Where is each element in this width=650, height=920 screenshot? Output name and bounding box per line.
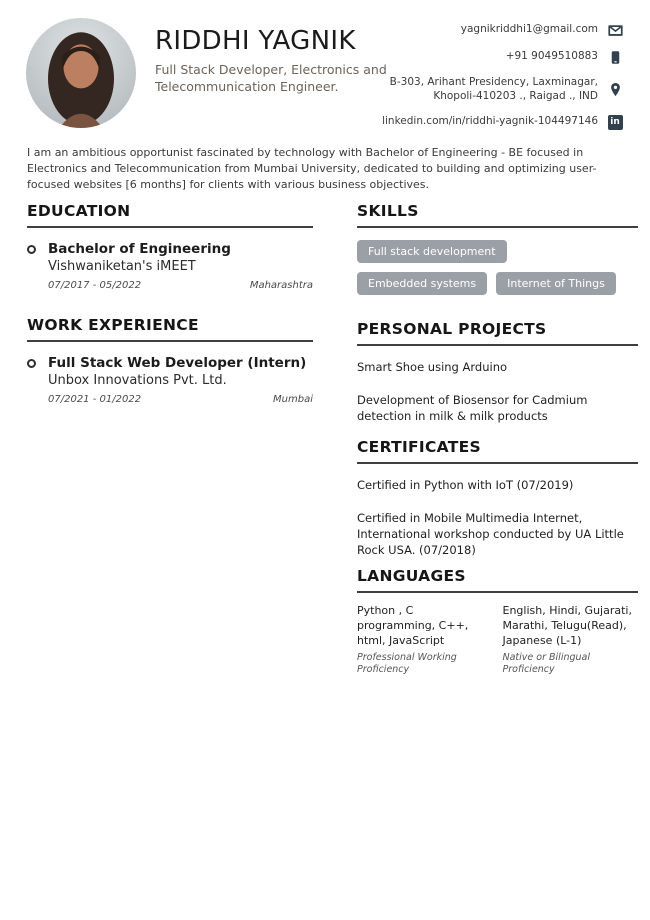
skill-tag: Embedded systems	[357, 272, 487, 295]
contact-linkedin-row[interactable]	[382, 114, 623, 130]
language-group	[357, 604, 493, 676]
education-dates: 07/2017 - 05/2022	[48, 280, 142, 291]
skills-section	[357, 202, 638, 295]
certificate-item: Certified in Python with IoT (07/2019)	[357, 478, 574, 492]
education-meta	[48, 280, 313, 291]
work-dates: 07/2021 - 01/2022	[48, 394, 142, 405]
profile-photo-placeholder	[26, 18, 136, 128]
skill-tag: Full stack development	[357, 240, 507, 263]
languages-heading: LANGUAGES	[357, 567, 638, 593]
skill-tags	[357, 240, 638, 295]
education-heading: EDUCATION	[27, 202, 313, 228]
project-item: Development of Biosensor for Cadmium detection in milk & milk products	[357, 393, 588, 424]
work-location: Mumbai	[273, 394, 313, 405]
address-line2: Khopoli-410203 ., Raigad ., IND	[433, 89, 598, 102]
candidate-title: Full Stack Developer, Electronics and Telecommunication Engineer.	[155, 62, 387, 94]
certificates-section	[357, 438, 638, 558]
profile-photo	[26, 18, 136, 128]
email-icon	[607, 22, 623, 38]
work-heading: WORK EXPERIENCE	[27, 316, 313, 342]
contact-block	[382, 22, 623, 130]
contact-phone-row	[506, 49, 623, 65]
certificate-item: Certified in Mobile Multimedia Internet, International workshop conducted by UA Little Rock USA. (07/2018)	[357, 511, 624, 558]
phone-icon	[607, 49, 623, 65]
email-text[interactable]: yagnikriddhi1@gmail.com	[460, 23, 598, 36]
skills-heading: SKILLS	[357, 202, 638, 228]
job-title: Full Stack Web Developer (Intern)	[48, 355, 307, 371]
candidate-name: RIDDHI YAGNIK	[155, 26, 356, 56]
projects-section	[357, 320, 638, 424]
language-group	[503, 604, 639, 676]
contact-address-row	[390, 76, 623, 103]
work-meta	[48, 394, 313, 405]
education-section	[27, 202, 313, 291]
language-level: Professional Working Proficiency	[357, 651, 457, 675]
linkedin-text[interactable]: linkedin.com/in/riddhi-yagnik-104497146	[382, 115, 598, 128]
school-name: Vishwaniketan's iMEET	[48, 259, 196, 274]
degree-title: Bachelor of Engineering	[48, 241, 231, 257]
company-name: Unbox Innovations Pvt. Ltd.	[48, 373, 227, 388]
work-entry-body	[48, 355, 313, 405]
education-entry-body	[48, 241, 313, 291]
certificates-heading: CERTIFICATES	[357, 438, 638, 464]
education-entry	[27, 241, 313, 291]
address-text	[390, 76, 598, 103]
language-level: Native or Bilingual Proficiency	[502, 651, 590, 675]
education-location: Maharashtra	[249, 280, 313, 291]
timeline-ring-icon	[27, 359, 36, 368]
languages-section	[357, 567, 638, 676]
project-item: Smart Shoe using Arduino	[357, 360, 508, 374]
work-section	[27, 316, 313, 405]
work-entry	[27, 355, 313, 405]
location-pin-icon	[607, 82, 623, 98]
timeline-ring-icon	[27, 245, 36, 254]
linkedin-icon-glyph: in	[608, 115, 623, 130]
language-names: Python , C programming, C++, html, JavaScript	[357, 604, 469, 647]
contact-email-row[interactable]	[461, 22, 623, 38]
skill-tag: Internet of Things	[496, 272, 616, 295]
projects-heading: PERSONAL PROJECTS	[357, 320, 638, 346]
language-names: English, Hindi, Gujarati, Marathi, Telugu(Read), Japanese (L-1)	[502, 604, 632, 647]
phone-text: +91 9049510883	[505, 50, 598, 63]
linkedin-icon	[607, 114, 623, 130]
address-line1: B-303, Arihant Presidency, Laxminagar,	[389, 76, 598, 88]
language-columns	[357, 604, 638, 676]
summary-paragraph: I am an ambitious opportunist fascinated by technology with Bachelor of Engineering - BE focused in Electronics and Telecommunication from Mumbai University, dedicated to building and optimizing user-focused websites [6 months] for clients with various business objectives.	[27, 146, 597, 191]
